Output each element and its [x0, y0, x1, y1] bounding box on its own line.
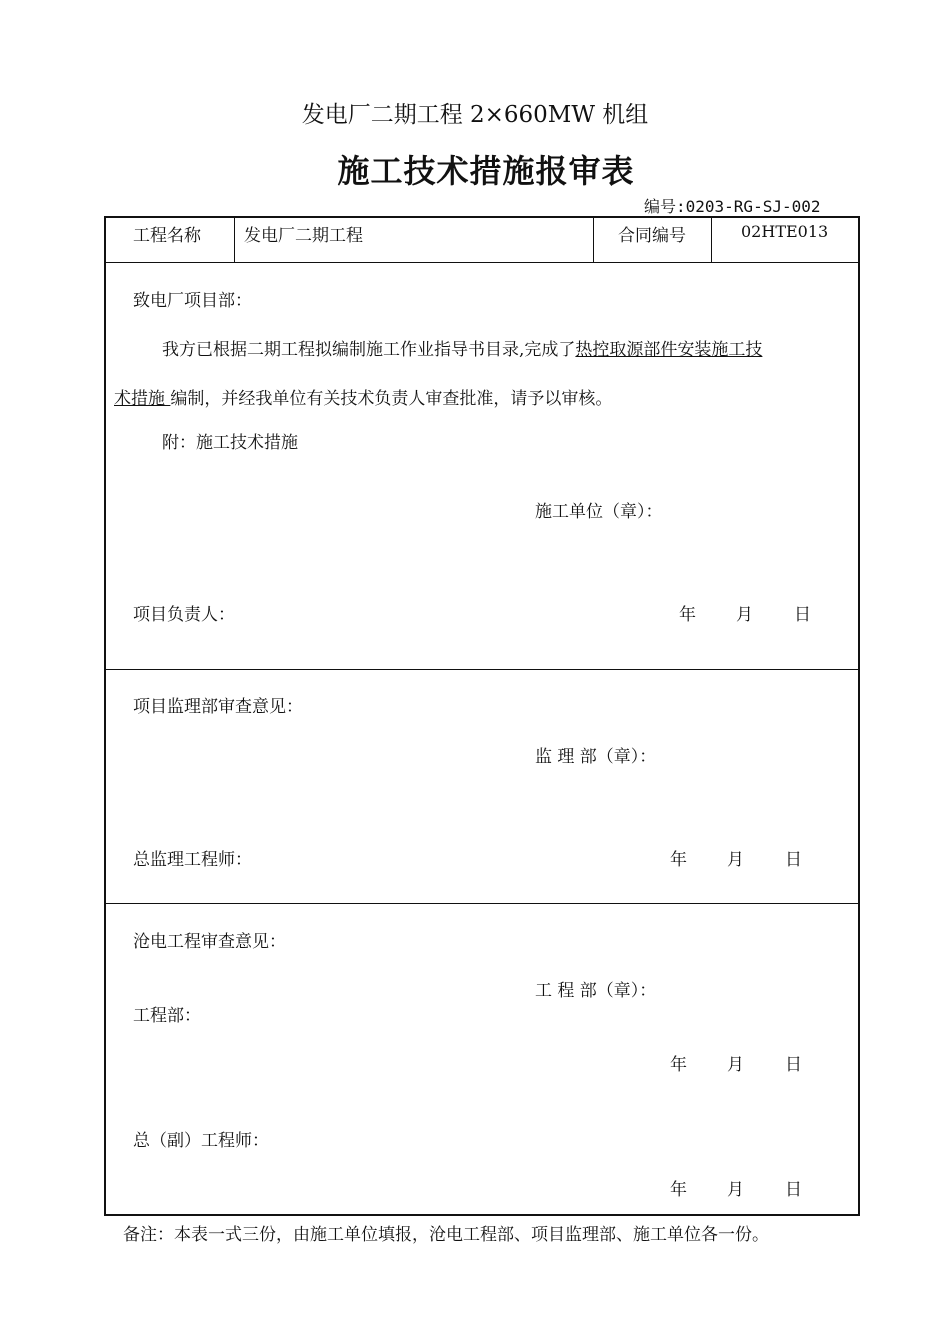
date-month: 月: [727, 1180, 744, 1200]
owner-opinion-label: 沧电工程审查意见：: [133, 932, 286, 952]
measure-name-cont: 术措施: [114, 389, 171, 409]
date-year: 年: [679, 605, 696, 625]
divider: [711, 216, 712, 262]
form-title: 施工技术措施报审表: [337, 152, 635, 190]
contract-number-value: 02HTE013: [741, 222, 829, 241]
chief-engineer-label: 总（副）工程师：: [133, 1131, 269, 1151]
supervision-opinion-label: 项目监理部审查意见：: [133, 697, 303, 717]
footnote: 备注：本表一式三份，由施工单位填报，沧电工程部、项目监理部、施工单位各一份。: [123, 1225, 769, 1245]
row-divider: [104, 669, 860, 670]
project-manager-label: 项目负责人：: [133, 605, 235, 625]
date-year: 年: [670, 850, 687, 870]
document-number: 编号:0203-RG-SJ-002: [644, 197, 821, 216]
body-text: 编制，并经我单位有关技术负责人审查批准，请予以审核。: [170, 389, 613, 409]
contract-number-label: 合同编号: [618, 226, 686, 246]
date-month: 月: [736, 605, 753, 625]
chief-supervisor-label: 总监理工程师：: [133, 850, 252, 870]
row-divider: [104, 903, 860, 904]
body-line-1: [162, 335, 762, 360]
body-text: 我方已根据二期工程拟编制施工作业指导书目录,完成了: [162, 340, 576, 360]
engineering-seal-label: 工 程 部（章）：: [535, 981, 657, 1001]
form-subtitle: 发电厂二期工程 2×660MW 机组: [301, 102, 649, 128]
divider: [593, 216, 594, 262]
contractor-seal-label: 施工单位（章）：: [535, 502, 663, 522]
date-day: 日: [794, 605, 811, 625]
date-year: 年: [670, 1180, 687, 1200]
date-year: 年: [670, 1055, 687, 1075]
date-month: 月: [727, 1055, 744, 1075]
attachment-note: 附：施工技术措施: [162, 433, 298, 453]
divider: [234, 216, 235, 262]
date-day: 日: [785, 850, 802, 870]
supervision-seal-label: 监 理 部（章）：: [535, 747, 657, 767]
addressee: 致电厂项目部：: [133, 291, 252, 311]
measure-name: 热控取源部件安装施工技: [575, 340, 763, 360]
date-day: 日: [785, 1055, 802, 1075]
date-month: 月: [727, 850, 744, 870]
date-day: 日: [785, 1180, 802, 1200]
project-name-value: 发电厂二期工程: [244, 226, 363, 246]
body-line-2: [114, 384, 612, 409]
row-divider: [104, 262, 860, 263]
project-name-label: 工程名称: [133, 226, 201, 246]
engineering-dept-label: 工程部：: [133, 1006, 201, 1026]
